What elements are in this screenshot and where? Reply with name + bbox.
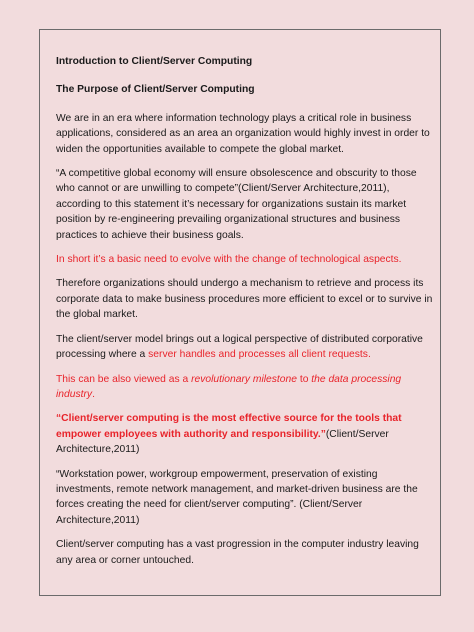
empower-quote: “Client/server computing is the most effective source for the tools that empower employees with authority and responsibility.” xyxy=(56,413,402,440)
paragraph-client-server-model xyxy=(56,332,436,363)
paragraph-basic-need: In short it’s a basic need to evolve with the change of technological aspects. xyxy=(56,254,402,266)
model-text: The client/server model brings out a logical perspective of distributed corporative processing where a xyxy=(56,333,423,361)
paragraph-progression: Client/server computing has a vast progression in the computer industry leaving any area or corner untouched. xyxy=(56,539,419,566)
empower-citation: (Client/Server Architecture,2011) xyxy=(56,428,389,456)
paragraph-quote-empower xyxy=(56,411,436,457)
section-heading: The Purpose of Client/Server Computing xyxy=(56,84,255,96)
milestone-emphasis: revolutionary milestone xyxy=(191,373,297,385)
paragraph-milestone xyxy=(56,372,436,403)
paragraph-global-economy: “A competitive global economy will ensure obsolescence and obscurity to those who cannot or are unwilling to compete”(Client/Server Architecture,2011), according to this statement it’s necessary for organizations sustain its market position by re-engineering prevailing organizational structures and business practices to achieve their business goals. xyxy=(56,168,417,241)
milestone-text-c: to xyxy=(296,373,312,385)
model-highlight: server handles and processes all client requests. xyxy=(148,349,371,361)
milestone-text-e: . xyxy=(92,388,95,400)
document-title: Introduction to Client/Server Computing xyxy=(56,56,253,67)
paragraph-workstation: “Workstation power, workgroup empowerment, preservation of existing investments, remote network management, and market-driven business are the forces creating the need for client/server computing”. (Client/Server Architecture,2011) xyxy=(56,468,418,526)
paragraph-era: We are in an era where information technology plays a critical role in business applications, considered as an area an organization would highly invest in order to widen the opportunities available to compete the global market. xyxy=(56,112,430,155)
industry-emphasis: the data processing industry xyxy=(56,373,402,400)
paragraph-organizations: Therefore organizations should undergo a mechanism to retrieve and process its corporate data to make business procedures more efficient to excel or to survive in the global market. xyxy=(56,278,433,321)
milestone-text-a: This can be also viewed as a xyxy=(56,373,192,385)
document-body xyxy=(56,54,436,577)
